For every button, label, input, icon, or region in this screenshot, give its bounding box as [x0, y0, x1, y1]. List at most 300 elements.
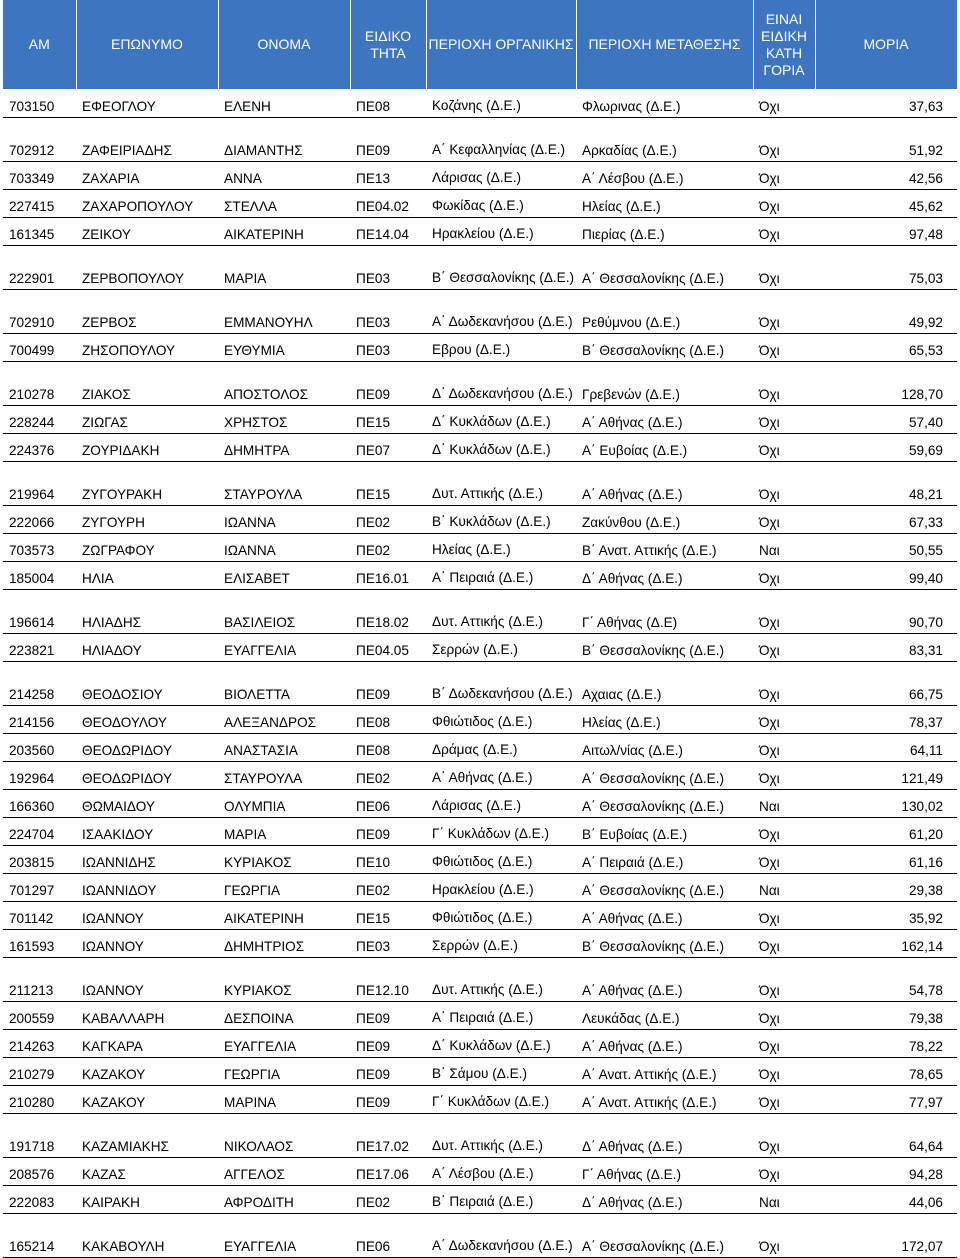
cell-surname: ΖΩΓΡΑΦΟΥ — [76, 533, 218, 561]
cell-name: ΕΛΕΝΗ — [218, 89, 350, 117]
cell-organic-area: Λάρισας (Δ.Ε.) — [426, 789, 576, 817]
cell-special-category: Όχι — [753, 433, 815, 461]
cell-specialty: ΠΕ02 — [350, 533, 426, 561]
cell-name: ΒΑΣΙΛΕΙΟΣ — [218, 589, 350, 633]
cell-special-category: Όχι — [753, 1001, 815, 1029]
cell-name: ΧΡΗΣΤΟΣ — [218, 405, 350, 433]
cell-points: 77,97 — [815, 1085, 957, 1113]
cell-points: 97,48 — [815, 217, 957, 245]
cell-points: 64,64 — [815, 1113, 957, 1157]
cell-name: ΕΥΑΓΓΕΛΙΑ — [218, 1213, 350, 1257]
cell-specialty: ΠΕ03 — [350, 289, 426, 333]
cell-name: ΓΕΩΡΓΙΑ — [218, 873, 350, 901]
table-row — [3, 1157, 957, 1185]
cell-transfer-area: Αρκαδίας (Δ.Ε.) — [576, 117, 753, 161]
cell-points: 172,07 — [815, 1213, 957, 1257]
table-row — [3, 89, 957, 117]
cell-organic-area: Γ΄ Κυκλάδων (Δ.Ε.) — [426, 817, 576, 845]
cell-surname: ΚΑΖΑΣ — [76, 1157, 218, 1185]
table-row — [3, 789, 957, 817]
table-row — [3, 217, 957, 245]
cell-special-category: Όχι — [753, 1029, 815, 1057]
cell-points: 83,31 — [815, 633, 957, 661]
cell-surname: ΖΟΥΡΙΔΑΚΗ — [76, 433, 218, 461]
table-row — [3, 405, 957, 433]
cell-am: 224376 — [3, 433, 76, 461]
cell-specialty: ΠΕ17.06 — [350, 1157, 426, 1185]
cell-surname: ΘΩΜΑΙΔΟΥ — [76, 789, 218, 817]
cell-am: 703573 — [3, 533, 76, 561]
cell-organic-area: Δυτ. Αττικής (Δ.Ε.) — [426, 589, 576, 633]
cell-transfer-area: Α΄ Θεσσαλονίκης (Δ.Ε.) — [576, 789, 753, 817]
cell-special-category: Ναι — [753, 873, 815, 901]
cell-transfer-area: Γ΄ Αθήνας (Δ.Ε.) — [576, 1157, 753, 1185]
table-row — [3, 289, 957, 333]
cell-transfer-area: Γ΄ Αθήνας (Δ.Ε) — [576, 589, 753, 633]
cell-transfer-area: Β΄ Ανατ. Αττικής (Δ.Ε.) — [576, 533, 753, 561]
cell-transfer-area: Αχαιας (Δ.Ε.) — [576, 661, 753, 705]
cell-surname: ΙΩΑΝΝΙΔΟΥ — [76, 873, 218, 901]
cell-surname: ΚΑΖΑΚΟΥ — [76, 1057, 218, 1085]
cell-transfer-area: Α΄ Ευβοίας (Δ.Ε.) — [576, 433, 753, 461]
cell-am: 219964 — [3, 461, 76, 505]
cell-transfer-area: Πιερίας (Δ.Ε.) — [576, 217, 753, 245]
table-row — [3, 505, 957, 533]
cell-special-category: Ναι — [753, 533, 815, 561]
cell-transfer-area: Γρεβενών (Δ.Ε.) — [576, 361, 753, 405]
cell-specialty: ΠΕ10 — [350, 845, 426, 873]
cell-specialty: ΠΕ16.01 — [350, 561, 426, 589]
header-points: ΜΟΡΙΑ — [815, 0, 957, 89]
cell-am: 701297 — [3, 873, 76, 901]
cell-specialty: ΠΕ07 — [350, 433, 426, 461]
cell-organic-area: Δ΄ Δωδεκανήσου (Δ.Ε.) — [426, 361, 576, 405]
cell-special-category: Όχι — [753, 189, 815, 217]
cell-transfer-area: Α΄ Θεσσαλονίκης (Δ.Ε.) — [576, 761, 753, 789]
cell-surname: ΙΩΑΝΝΟΥ — [76, 957, 218, 1001]
cell-organic-area: Α΄ Αθήνας (Δ.Ε.) — [426, 761, 576, 789]
cell-transfer-area: Α΄ Θεσσαλονίκης (Δ.Ε.) — [576, 1213, 753, 1257]
cell-transfer-area: Α΄ Πειραιά (Δ.Ε.) — [576, 845, 753, 873]
cell-specialty: ΠΕ08 — [350, 733, 426, 761]
cell-special-category: Όχι — [753, 901, 815, 929]
cell-organic-area: Δυτ. Αττικής (Δ.Ε.) — [426, 1113, 576, 1157]
cell-special-category: Όχι — [753, 405, 815, 433]
table-row — [3, 661, 957, 705]
cell-organic-area: Β΄ Σάμου (Δ.Ε.) — [426, 1057, 576, 1085]
cell-name: ΙΩΑΝΝΑ — [218, 505, 350, 533]
cell-name: ΔΗΜΗΤΡΑ — [218, 433, 350, 461]
cell-surname: ΙΩΑΝΝΟΥ — [76, 929, 218, 957]
cell-points: 128,70 — [815, 361, 957, 405]
cell-name: ΑΙΚΑΤΕΡΙΝΗ — [218, 901, 350, 929]
cell-name: ΕΜΜΑΝΟΥΗΛ — [218, 289, 350, 333]
cell-surname: ΘΕΟΔΟΥΛΟΥ — [76, 705, 218, 733]
cell-surname: ΚΑΖΑΜΙΑΚΗΣ — [76, 1113, 218, 1157]
cell-am: 702912 — [3, 117, 76, 161]
cell-points: 35,92 — [815, 901, 957, 929]
cell-points: 61,16 — [815, 845, 957, 873]
cell-am: 200559 — [3, 1001, 76, 1029]
cell-surname: ΖΕΡΒΟΠΟΥΛΟΥ — [76, 245, 218, 289]
cell-am: 210279 — [3, 1057, 76, 1085]
table-row — [3, 929, 957, 957]
cell-special-category: Όχι — [753, 761, 815, 789]
cell-specialty: ΠΕ09 — [350, 1001, 426, 1029]
cell-am: 214263 — [3, 1029, 76, 1057]
cell-special-category: Όχι — [753, 505, 815, 533]
cell-points: 64,11 — [815, 733, 957, 761]
cell-organic-area: Εβρου (Δ.Ε.) — [426, 333, 576, 361]
cell-special-category: Ναι — [753, 1185, 815, 1213]
header-specialty: ΕΙΔΙΚΟ ΤΗΤΑ — [350, 0, 426, 89]
cell-transfer-area: Φλωρινας (Δ.Ε.) — [576, 89, 753, 117]
header-transfer-area: ΠΕΡΙΟΧΗ ΜΕΤΑΘΕΣΗΣ — [576, 0, 753, 89]
cell-am: 227415 — [3, 189, 76, 217]
cell-specialty: ΠΕ06 — [350, 789, 426, 817]
cell-name: ΚΥΡΙΑΚΟΣ — [218, 845, 350, 873]
cell-organic-area: Δ΄ Κυκλάδων (Δ.Ε.) — [426, 405, 576, 433]
cell-specialty: ΠΕ03 — [350, 333, 426, 361]
table-row — [3, 1057, 957, 1085]
cell-am: 161345 — [3, 217, 76, 245]
cell-am: 191718 — [3, 1113, 76, 1157]
cell-organic-area: Α΄ Δωδεκανήσου (Δ.Ε.) — [426, 1213, 576, 1257]
cell-name: ΜΑΡΙΝΑ — [218, 1085, 350, 1113]
cell-name: ΑΦΡΟΔΙΤΗ — [218, 1185, 350, 1213]
cell-organic-area: Φθιώτιδος (Δ.Ε.) — [426, 901, 576, 929]
table-row — [3, 189, 957, 217]
cell-special-category: Όχι — [753, 89, 815, 117]
cell-organic-area: Λάρισας (Δ.Ε.) — [426, 161, 576, 189]
cell-special-category: Όχι — [753, 161, 815, 189]
cell-am: 166360 — [3, 789, 76, 817]
cell-specialty: ΠΕ14.04 — [350, 217, 426, 245]
cell-specialty: ΠΕ06 — [350, 1213, 426, 1257]
cell-specialty: ΠΕ15 — [350, 405, 426, 433]
cell-transfer-area: Ηλείας (Δ.Ε.) — [576, 705, 753, 733]
table-row — [3, 461, 957, 505]
cell-name: ΜΑΡΙΑ — [218, 245, 350, 289]
cell-name: ΓΕΩΡΓΙΑ — [218, 1057, 350, 1085]
cell-transfer-area: Ηλείας (Δ.Ε.) — [576, 189, 753, 217]
cell-points: 65,53 — [815, 333, 957, 361]
cell-specialty: ΠΕ09 — [350, 117, 426, 161]
table-row — [3, 845, 957, 873]
cell-am: 208576 — [3, 1157, 76, 1185]
cell-surname: ΘΕΟΔΩΡΙΔΟΥ — [76, 761, 218, 789]
cell-points: 37,63 — [815, 89, 957, 117]
cell-organic-area: Β΄ Θεσσαλονίκης (Δ.Ε.) — [426, 245, 576, 289]
cell-special-category: Όχι — [753, 461, 815, 505]
cell-special-category: Όχι — [753, 361, 815, 405]
cell-organic-area: Α΄ Λέσβου (Δ.Ε.) — [426, 1157, 576, 1185]
cell-surname: ΕΦΕΟΓΛΟΥ — [76, 89, 218, 117]
cell-organic-area: Κοζάνης (Δ.Ε.) — [426, 89, 576, 117]
cell-name: ΣΤΕΛΛΑ — [218, 189, 350, 217]
cell-surname: ΗΛΙΑΔΗΣ — [76, 589, 218, 633]
cell-specialty: ΠΕ03 — [350, 929, 426, 957]
table-row — [3, 117, 957, 161]
cell-am: 196614 — [3, 589, 76, 633]
cell-surname: ΙΩΑΝΝΙΔΗΣ — [76, 845, 218, 873]
cell-transfer-area: Αιτωλ/νίας (Δ.Ε.) — [576, 733, 753, 761]
cell-organic-area: Α΄ Πειραιά (Δ.Ε.) — [426, 561, 576, 589]
table-row — [3, 705, 957, 733]
cell-special-category: Όχι — [753, 289, 815, 333]
cell-transfer-area: Β΄ Θεσσαλονίκης (Δ.Ε.) — [576, 333, 753, 361]
cell-points: 121,49 — [815, 761, 957, 789]
cell-am: 701142 — [3, 901, 76, 929]
cell-special-category: Όχι — [753, 1157, 815, 1185]
cell-name: ΑΝΝΑ — [218, 161, 350, 189]
cell-am: 211213 — [3, 957, 76, 1001]
cell-organic-area: Ηλείας (Δ.Ε.) — [426, 533, 576, 561]
cell-specialty: ΠΕ09 — [350, 661, 426, 705]
cell-name: ΑΙΚΑΤΕΡΙΝΗ — [218, 217, 350, 245]
cell-name: ΙΩΑΝΝΑ — [218, 533, 350, 561]
cell-transfer-area: Α΄ Αθήνας (Δ.Ε.) — [576, 461, 753, 505]
cell-special-category: Ναι — [753, 789, 815, 817]
cell-surname: ΗΛΙΑΔΟΥ — [76, 633, 218, 661]
cell-points: 42,56 — [815, 161, 957, 189]
cell-specialty: ΠΕ09 — [350, 817, 426, 845]
cell-specialty: ΠΕ04.02 — [350, 189, 426, 217]
cell-special-category: Όχι — [753, 117, 815, 161]
cell-organic-area: Δυτ. Αττικής (Δ.Ε.) — [426, 957, 576, 1001]
cell-points: 78,65 — [815, 1057, 957, 1085]
cell-points: 90,70 — [815, 589, 957, 633]
cell-organic-area: Α΄ Δωδεκανήσου (Δ.Ε.) — [426, 289, 576, 333]
table-row — [3, 1029, 957, 1057]
cell-am: 165214 — [3, 1213, 76, 1257]
cell-points: 162,14 — [815, 929, 957, 957]
cell-points: 29,38 — [815, 873, 957, 901]
cell-points: 49,92 — [815, 289, 957, 333]
cell-specialty: ΠΕ17.02 — [350, 1113, 426, 1157]
cell-organic-area: Δράμας (Δ.Ε.) — [426, 733, 576, 761]
cell-organic-area: Β΄ Κυκλάδων (Δ.Ε.) — [426, 505, 576, 533]
cell-name: ΕΥΘΥΜΙΑ — [218, 333, 350, 361]
cell-am: 222066 — [3, 505, 76, 533]
cell-specialty: ΠΕ09 — [350, 1029, 426, 1057]
cell-specialty: ΠΕ18.02 — [350, 589, 426, 633]
cell-surname: ΚΑΖΑΚΟΥ — [76, 1085, 218, 1113]
cell-special-category: Όχι — [753, 1213, 815, 1257]
cell-name: ΝΙΚΟΛΑΟΣ — [218, 1113, 350, 1157]
cell-points: 79,38 — [815, 1001, 957, 1029]
table-row — [3, 761, 957, 789]
cell-organic-area: Β΄ Δωδεκανήσου (Δ.Ε.) — [426, 661, 576, 705]
cell-transfer-area: Α΄ Λέσβου (Δ.Ε.) — [576, 161, 753, 189]
header-organic-area: ΠΕΡΙΟΧΗ ΟΡΓΑΝΙΚΗΣ — [426, 0, 576, 89]
cell-am: 703349 — [3, 161, 76, 189]
cell-name: ΣΤΑΥΡΟΥΛΑ — [218, 461, 350, 505]
cell-transfer-area: Β΄ Θεσσαλονίκης (Δ.Ε.) — [576, 929, 753, 957]
cell-surname: ΚΑΚΑΒΟΥΛΗ — [76, 1213, 218, 1257]
cell-am: 203815 — [3, 845, 76, 873]
table-row — [3, 533, 957, 561]
cell-points: 48,21 — [815, 461, 957, 505]
table-row — [3, 561, 957, 589]
cell-special-category: Όχι — [753, 661, 815, 705]
header-surname: ΕΠΩΝΥΜΟ — [76, 0, 218, 89]
cell-surname: ΖΑΧΑΡΙΑ — [76, 161, 218, 189]
cell-special-category: Όχι — [753, 561, 815, 589]
cell-special-category: Όχι — [753, 817, 815, 845]
cell-name: ΒΙΟΛΕΤΤΑ — [218, 661, 350, 705]
table-row — [3, 901, 957, 929]
cell-points: 61,20 — [815, 817, 957, 845]
cell-transfer-area: Α΄ Αθήνας (Δ.Ε.) — [576, 405, 753, 433]
cell-specialty: ΠΕ08 — [350, 705, 426, 733]
cell-specialty: ΠΕ09 — [350, 361, 426, 405]
cell-specialty: ΠΕ03 — [350, 245, 426, 289]
cell-surname: ΖΥΓΟΥΡΗ — [76, 505, 218, 533]
cell-special-category: Όχι — [753, 957, 815, 1001]
cell-organic-area: Δ΄ Κυκλάδων (Δ.Ε.) — [426, 1029, 576, 1057]
cell-points: 45,62 — [815, 189, 957, 217]
cell-transfer-area: Α΄ Αθήνας (Δ.Ε.) — [576, 1029, 753, 1057]
cell-transfer-area: Α΄ Θεσσαλονίκης (Δ.Ε.) — [576, 873, 753, 901]
cell-special-category: Όχι — [753, 1085, 815, 1113]
cell-transfer-area: Α΄ Αθήνας (Δ.Ε.) — [576, 957, 753, 1001]
cell-am: 210280 — [3, 1085, 76, 1113]
cell-organic-area: Φθιώτιδος (Δ.Ε.) — [426, 845, 576, 873]
cell-name: ΟΛΥΜΠΙΑ — [218, 789, 350, 817]
cell-organic-area: Σερρών (Δ.Ε.) — [426, 929, 576, 957]
cell-points: 51,92 — [815, 117, 957, 161]
cell-surname: ΖΕΡΒΟΣ — [76, 289, 218, 333]
cell-transfer-area: Ζακύνθου (Δ.Ε.) — [576, 505, 753, 533]
transfer-table — [3, 0, 958, 1258]
cell-surname: ΘΕΟΔΟΣΙΟΥ — [76, 661, 218, 705]
cell-am: 192964 — [3, 761, 76, 789]
cell-surname: ΖΙΑΚΟΣ — [76, 361, 218, 405]
cell-name: ΔΕΣΠΟΙΝΑ — [218, 1001, 350, 1029]
cell-specialty: ΠΕ09 — [350, 1057, 426, 1085]
header-special-category: ΕΙΝΑΙ ΕΙΔΙΚΗ ΚΑΤΗ ΓΟΡΙΑ — [753, 0, 815, 89]
cell-points: 44,06 — [815, 1185, 957, 1213]
cell-specialty: ΠΕ02 — [350, 505, 426, 533]
cell-surname: ΙΩΑΝΝΟΥ — [76, 901, 218, 929]
cell-special-category: Όχι — [753, 705, 815, 733]
cell-organic-area: Α΄ Κεφαλληνίας (Δ.Ε.) — [426, 117, 576, 161]
cell-surname: ΗΛΙΑ — [76, 561, 218, 589]
cell-special-category: Όχι — [753, 589, 815, 633]
cell-specialty: ΠΕ13 — [350, 161, 426, 189]
cell-name: ΑΠΟΣΤΟΛΟΣ — [218, 361, 350, 405]
table-row — [3, 1185, 957, 1213]
cell-name: ΣΤΑΥΡΟΥΛΑ — [218, 761, 350, 789]
header-am: ΑΜ — [3, 0, 76, 89]
cell-points: 59,69 — [815, 433, 957, 461]
cell-transfer-area: Λευκάδας (Δ.Ε.) — [576, 1001, 753, 1029]
cell-surname: ΖΥΓΟΥΡΑΚΗ — [76, 461, 218, 505]
cell-organic-area: Φωκίδας (Δ.Ε.) — [426, 189, 576, 217]
header-name: ΟΝΟΜΑ — [218, 0, 350, 89]
cell-specialty: ΠΕ04.05 — [350, 633, 426, 661]
table-row — [3, 873, 957, 901]
cell-special-category: Όχι — [753, 1113, 815, 1157]
table-row — [3, 433, 957, 461]
cell-am: 222901 — [3, 245, 76, 289]
cell-am: 224704 — [3, 817, 76, 845]
cell-transfer-area: Β΄ Θεσσαλονίκης (Δ.Ε.) — [576, 633, 753, 661]
cell-name: ΑΛΕΞΑΝΔΡΟΣ — [218, 705, 350, 733]
cell-organic-area: Ηρακλείου (Δ.Ε.) — [426, 217, 576, 245]
cell-am: 161593 — [3, 929, 76, 957]
table-row — [3, 1085, 957, 1113]
cell-transfer-area: Α΄ Θεσσαλονίκης (Δ.Ε.) — [576, 245, 753, 289]
table-row — [3, 333, 957, 361]
cell-am: 222083 — [3, 1185, 76, 1213]
cell-special-category: Όχι — [753, 845, 815, 873]
cell-transfer-area: Δ΄ Αθήνας (Δ.Ε.) — [576, 1113, 753, 1157]
table-row — [3, 633, 957, 661]
cell-points: 94,28 — [815, 1157, 957, 1185]
cell-am: 703150 — [3, 89, 76, 117]
table-row — [3, 733, 957, 761]
cell-am: 203560 — [3, 733, 76, 761]
cell-specialty: ΠΕ02 — [350, 1185, 426, 1213]
cell-specialty: ΠΕ12.10 — [350, 957, 426, 1001]
table-row — [3, 1213, 957, 1257]
cell-name: ΕΥΑΓΓΕΛΙΑ — [218, 1029, 350, 1057]
cell-points: 54,78 — [815, 957, 957, 1001]
cell-surname: ΚΑΙΡΑΚΗ — [76, 1185, 218, 1213]
table-row — [3, 1001, 957, 1029]
cell-specialty: ΠΕ09 — [350, 1085, 426, 1113]
table-header-row — [3, 0, 957, 89]
cell-am: 214156 — [3, 705, 76, 733]
cell-name: ΜΑΡΙΑ — [218, 817, 350, 845]
cell-organic-area: Γ΄ Κυκλάδων (Δ.Ε.) — [426, 1085, 576, 1113]
cell-specialty: ΠΕ02 — [350, 873, 426, 901]
cell-organic-area: Σερρών (Δ.Ε.) — [426, 633, 576, 661]
cell-name: ΕΛΙΣΑΒΕΤ — [218, 561, 350, 589]
cell-am: 223821 — [3, 633, 76, 661]
cell-surname: ΖΗΣΟΠΟΥΛΟΥ — [76, 333, 218, 361]
cell-organic-area: Ηρακλείου (Δ.Ε.) — [426, 873, 576, 901]
cell-special-category: Όχι — [753, 217, 815, 245]
table-row — [3, 361, 957, 405]
cell-surname: ΘΕΟΔΩΡΙΔΟΥ — [76, 733, 218, 761]
cell-special-category: Όχι — [753, 929, 815, 957]
cell-surname: ΖΕΙΚΟΥ — [76, 217, 218, 245]
cell-surname: ΙΣΑΑΚΙΔΟΥ — [76, 817, 218, 845]
cell-transfer-area: Ρεθύμνου (Δ.Ε.) — [576, 289, 753, 333]
cell-surname: ΖΙΩΓΑΣ — [76, 405, 218, 433]
table-row — [3, 161, 957, 189]
cell-transfer-area: Δ΄ Αθήνας (Δ.Ε.) — [576, 1185, 753, 1213]
cell-specialty: ΠΕ02 — [350, 761, 426, 789]
cell-special-category: Όχι — [753, 1057, 815, 1085]
cell-special-category: Όχι — [753, 333, 815, 361]
cell-transfer-area: Δ΄ Αθήνας (Δ.Ε.) — [576, 561, 753, 589]
cell-name: ΔΗΜΗΤΡΙΟΣ — [218, 929, 350, 957]
cell-points: 57,40 — [815, 405, 957, 433]
cell-points: 66,75 — [815, 661, 957, 705]
cell-am: 228244 — [3, 405, 76, 433]
cell-name: ΔΙΑΜΑΝΤΗΣ — [218, 117, 350, 161]
cell-am: 702910 — [3, 289, 76, 333]
cell-am: 210278 — [3, 361, 76, 405]
cell-transfer-area: Α΄ Ανατ. Αττικής (Δ.Ε.) — [576, 1057, 753, 1085]
cell-specialty: ΠΕ15 — [350, 461, 426, 505]
table-row — [3, 589, 957, 633]
cell-transfer-area: Β΄ Ευβοίας (Δ.Ε.) — [576, 817, 753, 845]
